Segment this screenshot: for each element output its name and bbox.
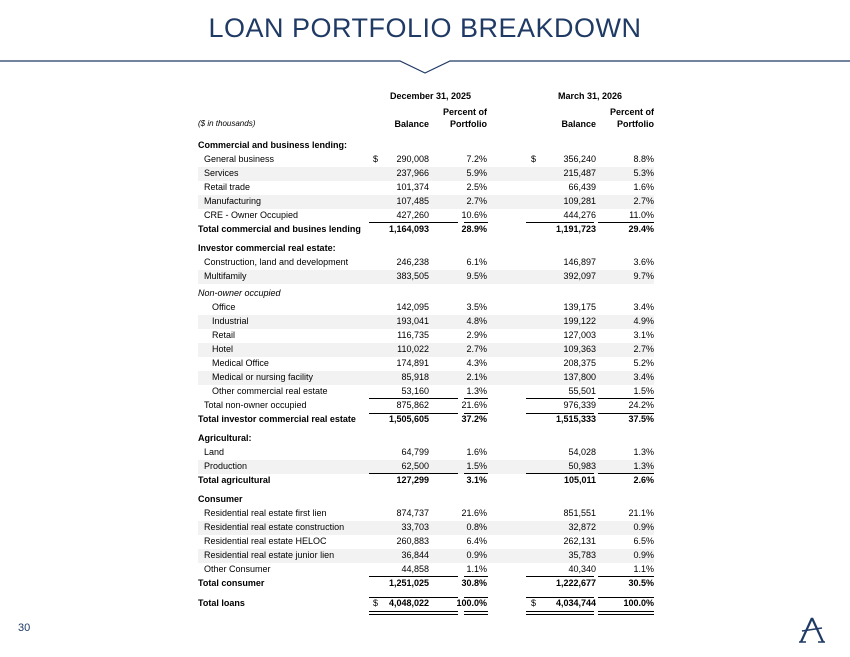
row-label: Multifamily [204,271,247,281]
percent-dec-2025: 2.1% [466,372,487,382]
percent-dec-2025: 100.0% [456,598,487,608]
percent-mar-2026: 5.2% [633,358,654,368]
balance-mar-2026: 40,340 [568,564,596,574]
row-label: Residential real estate construction [204,522,345,532]
balance-dec-2025: 875,862 [396,400,429,410]
balance-dec-2025: 260,883 [396,536,429,546]
balance-dec-2025: 53,160 [401,386,429,396]
percent-dec-2025: 2.7% [466,196,487,206]
double-underline [369,611,458,615]
company-logo [797,616,827,644]
percent-dec-2025: 28.9% [461,224,487,234]
column-header-row [198,118,654,136]
balance-mar-2026: 1,191,723 [555,224,596,234]
percent-dec-2025: 37.2% [461,414,487,424]
balance-dec-2025: 174,891 [396,358,429,368]
percent-mar-2026: 6.5% [633,536,654,546]
percent-dec-2025: 4.8% [466,316,487,326]
percent-dec-2025: 10.6% [461,210,487,220]
currency-symbol: $ [531,598,537,608]
balance-dec-2025: 246,238 [396,257,429,267]
balance-mar-2026: 127,003 [563,330,596,340]
percent-dec-2025: 2.5% [466,182,487,192]
row-label: Total investor commercial real estate [198,414,356,424]
total-topline [464,597,488,598]
table-row [198,195,654,209]
balance-dec-2025: 142,095 [396,302,429,312]
percent-mar-2026: 1.1% [633,564,654,574]
total-topline [369,597,458,598]
row-label: Total loans [198,598,245,608]
percent-mar-2026: 3.6% [633,257,654,267]
balance-mar-2026: 66,439 [568,182,596,192]
balance-mar-2026: 54,028 [568,447,596,457]
currency-symbol: $ [373,598,379,608]
balance-header-1: Balance [394,119,429,129]
grand-total-row [198,597,654,611]
table-row [198,270,654,284]
subtotal-row [198,399,654,413]
balance-mar-2026: 1,515,333 [555,414,596,424]
percent-mar-2026: 24.2% [628,400,654,410]
balance-dec-2025: 874,737 [396,508,429,518]
total-topline [526,597,594,598]
row-label: Total non-owner occupied [204,400,307,410]
section-heading: Investor commercial real estate: [198,243,336,253]
units-note: ($ in thousands) [198,119,256,128]
row-label: Residential real estate first lien [204,508,327,518]
row-label: CRE - Owner Occupied [204,210,299,220]
row-label: Retail [212,330,236,340]
percent-of-label-1: Percent of [442,107,487,117]
balance-dec-2025: 1,505,605 [388,414,429,424]
balance-dec-2025: 33,703 [401,522,429,532]
percent-dec-2025: 21.6% [461,400,487,410]
page-title: LOAN PORTFOLIO BREAKDOWN [208,13,642,43]
balance-mar-2026: 392,097 [563,271,596,281]
balance-dec-2025: 62,500 [401,461,429,471]
balance-mar-2026: 1,222,677 [555,578,596,588]
balance-dec-2025: 85,918 [401,372,429,382]
table-row [198,446,654,460]
row-label: Hotel [212,344,234,354]
balance-mar-2026: 262,131 [563,536,596,546]
balance-mar-2026: 146,897 [563,257,596,267]
percent-mar-2026: 3.1% [633,330,654,340]
percent-mar-2026: 11.0% [629,210,654,220]
table-row [198,371,654,385]
percent-dec-2025: 6.1% [466,257,487,267]
percent-dec-2025: 30.8% [461,578,487,588]
balance-dec-2025: 101,374 [396,182,429,192]
balance-mar-2026: 976,339 [563,400,596,410]
total-topline [369,413,458,414]
table-row [198,507,654,521]
balance-dec-2025: 193,041 [396,316,429,326]
double-underline [598,611,654,615]
section-total-row [198,577,654,591]
percent-mar-2026: 29.4% [628,224,654,234]
table-row [198,153,654,167]
table-row [198,181,654,195]
table-row [198,167,654,181]
percent-mar-2026: 21.1% [628,508,654,518]
balance-dec-2025: 127,299 [396,475,429,485]
balance-mar-2026: 109,363 [563,344,596,354]
percent-dec-2025: 2.9% [466,330,487,340]
percent-mar-2026: 0.9% [633,550,654,560]
section-heading-row [198,493,654,507]
balance-dec-2025: 44,858 [401,564,429,574]
balance-mar-2026: 4,034,744 [555,598,596,608]
row-label: Total commercial and busines lending [198,224,361,234]
table-row [198,209,654,223]
table-row [198,329,654,343]
percent-of-header-row [198,106,654,118]
balance-dec-2025: 110,022 [397,344,429,354]
percent-mar-2026: 2.6% [633,475,654,485]
section-heading-row [198,432,654,446]
table-row [198,343,654,357]
row-label: Construction, land and development [204,257,349,267]
balance-mar-2026: 208,375 [563,358,596,368]
percent-dec-2025: 3.1% [466,475,487,485]
row-label: Medical or nursing facility [212,372,314,382]
percent-dec-2025: 0.9% [466,550,487,560]
percent-dec-2025: 1.3% [466,386,487,396]
total-topline [526,413,594,414]
balance-mar-2026: 32,872 [568,522,596,532]
balance-mar-2026: 356,240 [563,154,596,164]
table-row [198,256,654,270]
percent-dec-2025: 7.2% [466,154,487,164]
row-label: General business [204,154,275,164]
section-total-row [198,474,654,488]
double-underline [464,611,488,615]
row-label: Industrial [212,316,249,326]
row-label: Services [204,168,239,178]
balance-mar-2026: 109,281 [563,196,596,206]
row-label: Production [204,461,248,471]
section-total-row [198,223,654,237]
table-row [198,521,654,535]
percent-dec-2025: 0.8% [466,522,487,532]
percent-dec-2025: 5.9% [466,168,487,178]
balance-mar-2026: 215,487 [563,168,596,178]
balance-dec-2025: 383,505 [396,271,429,281]
row-label: Total consumer [198,578,265,588]
portfolio-header-2: Portfolio [617,119,654,129]
percent-of-label-2: Percent of [609,107,654,117]
table-row [198,301,654,315]
row-label: Residential real estate junior lien [204,550,335,560]
balance-dec-2025: 1,164,093 [388,224,429,234]
percent-dec-2025: 1.5% [466,461,487,471]
section-heading: Consumer [198,494,243,504]
balance-header-2: Balance [561,119,596,129]
percent-mar-2026: 100.0% [623,598,654,608]
section-total-row [198,413,654,427]
balance-mar-2026: 137,800 [563,372,596,382]
balance-dec-2025: 4,048,022 [388,598,429,608]
period-header-row [198,90,654,106]
balance-mar-2026: 199,122 [563,316,596,326]
percent-dec-2025: 21.6% [461,508,487,518]
period-dec-2025: December 31, 2025 [389,91,472,101]
percent-mar-2026: 30.5% [628,578,654,588]
period-mar-2026: March 31, 2026 [557,91,623,101]
portfolio-header-1: Portfolio [450,119,487,129]
section-heading: Non-owner occupied [198,288,281,298]
percent-mar-2026: 2.7% [633,196,654,206]
balance-dec-2025: 107,485 [396,196,429,206]
section-heading: Commercial and business lending: [198,140,348,150]
balance-dec-2025: 237,966 [396,168,429,178]
page-number: 30 [18,622,31,634]
percent-mar-2026: 5.3% [633,168,654,178]
balance-dec-2025: 64,799 [401,447,429,457]
table-row [198,460,654,474]
percent-mar-2026: 2.7% [633,344,654,354]
percent-dec-2025: 6.4% [466,536,487,546]
table-row [198,535,654,549]
row-label: Other commercial real estate [212,386,328,396]
section-heading-row [198,242,654,256]
double-underline [526,611,594,615]
table-row [198,315,654,329]
percent-dec-2025: 4.3% [466,358,487,368]
percent-dec-2025: 1.1% [466,564,487,574]
percent-mar-2026: 8.8% [633,154,654,164]
table-row [198,563,654,577]
row-label: Residential real estate HELOC [204,536,327,546]
balance-mar-2026: 105,011 [563,475,596,485]
balance-dec-2025: 1,251,025 [388,578,429,588]
total-topline [598,413,654,414]
balance-dec-2025: 116,735 [397,330,429,340]
loan-portfolio-table [198,90,654,611]
balance-mar-2026: 50,983 [568,461,596,471]
row-label: Other Consumer [204,564,271,574]
percent-mar-2026: 3.4% [633,372,654,382]
percent-dec-2025: 1.6% [466,447,487,457]
table-row [198,549,654,563]
balance-mar-2026: 35,783 [568,550,596,560]
row-label: Land [204,447,225,457]
balance-dec-2025: 427,260 [396,210,429,220]
row-label: Medical Office [212,358,269,368]
balance-mar-2026: 851,551 [563,508,596,518]
row-label: Manufacturing [204,196,262,206]
currency-symbol: $ [531,154,537,164]
total-topline [598,597,654,598]
subheading-row [198,287,654,301]
balance-mar-2026: 55,501 [568,386,596,396]
percent-mar-2026: 3.4% [633,302,654,312]
total-topline [464,413,488,414]
header-divider [0,0,850,80]
percent-dec-2025: 3.5% [466,302,487,312]
table-row [198,357,654,371]
percent-mar-2026: 0.9% [633,522,654,532]
percent-mar-2026: 1.5% [633,386,654,396]
percent-dec-2025: 9.5% [466,271,487,281]
row-label: Total agricultural [198,475,271,485]
percent-mar-2026: 37.5% [628,414,654,424]
percent-mar-2026: 4.9% [633,316,654,326]
table-row [198,385,654,399]
percent-mar-2026: 9.7% [633,271,654,281]
row-label: Office [212,302,236,312]
balance-dec-2025: 290,008 [396,154,429,164]
row-label: Retail trade [204,182,251,192]
percent-mar-2026: 1.3% [633,461,654,471]
percent-mar-2026: 1.3% [633,447,654,457]
balance-mar-2026: 444,276 [563,210,596,220]
balance-mar-2026: 139,175 [563,302,596,312]
section-heading-row [198,139,654,153]
section-heading: Agricultural: [198,433,252,443]
balance-dec-2025: 36,844 [401,550,429,560]
percent-mar-2026: 1.6% [633,182,654,192]
currency-symbol: $ [373,154,379,164]
percent-dec-2025: 2.7% [466,344,487,354]
